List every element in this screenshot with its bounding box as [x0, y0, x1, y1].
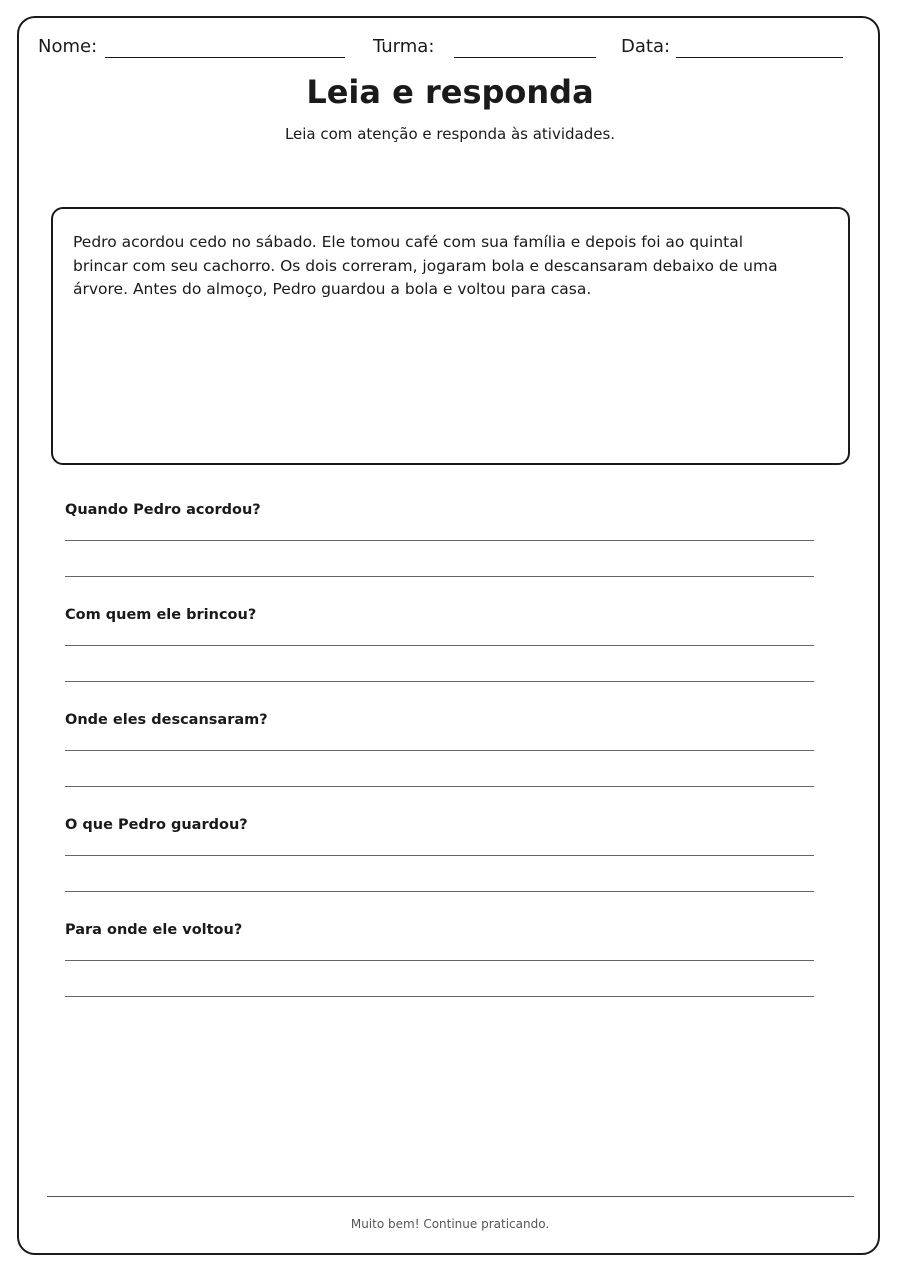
question-item	[65, 920, 814, 1020]
name-label: Nome:	[38, 36, 98, 57]
question-item	[65, 500, 814, 600]
reading-passage-box	[51, 207, 850, 465]
answer-line[interactable]	[65, 540, 814, 541]
date-label: Data:	[621, 36, 671, 57]
answer-line[interactable]	[65, 576, 814, 577]
page-subtitle: Leia com atenção e responda às atividades.	[284, 125, 616, 143]
question-text: Onde eles descansaram?	[65, 712, 268, 728]
question-text: Para onde ele voltou?	[65, 922, 243, 938]
question-text: Com quem ele brincou?	[65, 607, 257, 623]
question-item	[65, 605, 814, 705]
answer-line[interactable]	[65, 645, 814, 646]
answer-line[interactable]	[65, 891, 814, 892]
page-title: Leia e responda	[306, 73, 594, 111]
question-item	[65, 815, 814, 915]
question-item	[65, 710, 814, 810]
answer-line[interactable]	[65, 855, 814, 856]
footer-divider	[47, 1196, 854, 1197]
name-field-line[interactable]	[105, 57, 345, 58]
class-field-line[interactable]	[454, 57, 596, 58]
date-field-line[interactable]	[676, 57, 843, 58]
answer-line[interactable]	[65, 681, 814, 682]
answer-line[interactable]	[65, 750, 814, 751]
footer-message: Muito bem! Continue praticando.	[350, 1217, 550, 1231]
question-text: O que Pedro guardou?	[65, 817, 248, 833]
answer-line[interactable]	[65, 996, 814, 997]
answer-line[interactable]	[65, 786, 814, 787]
reading-passage-text: Pedro acordou cedo no sábado. Ele tomou café com sua família e depois foi ao quintal brincar com seu cachorro. Os dois correram, jogaram bola e descansaram debaixo de uma árvore. Antes do almoço, Pedro guardou a bola e voltou para casa.	[73, 233, 778, 298]
answer-line[interactable]	[65, 960, 814, 961]
class-label: Turma:	[373, 36, 435, 57]
student-info-row	[0, 36, 900, 60]
question-text: Quando Pedro acordou?	[65, 502, 261, 518]
